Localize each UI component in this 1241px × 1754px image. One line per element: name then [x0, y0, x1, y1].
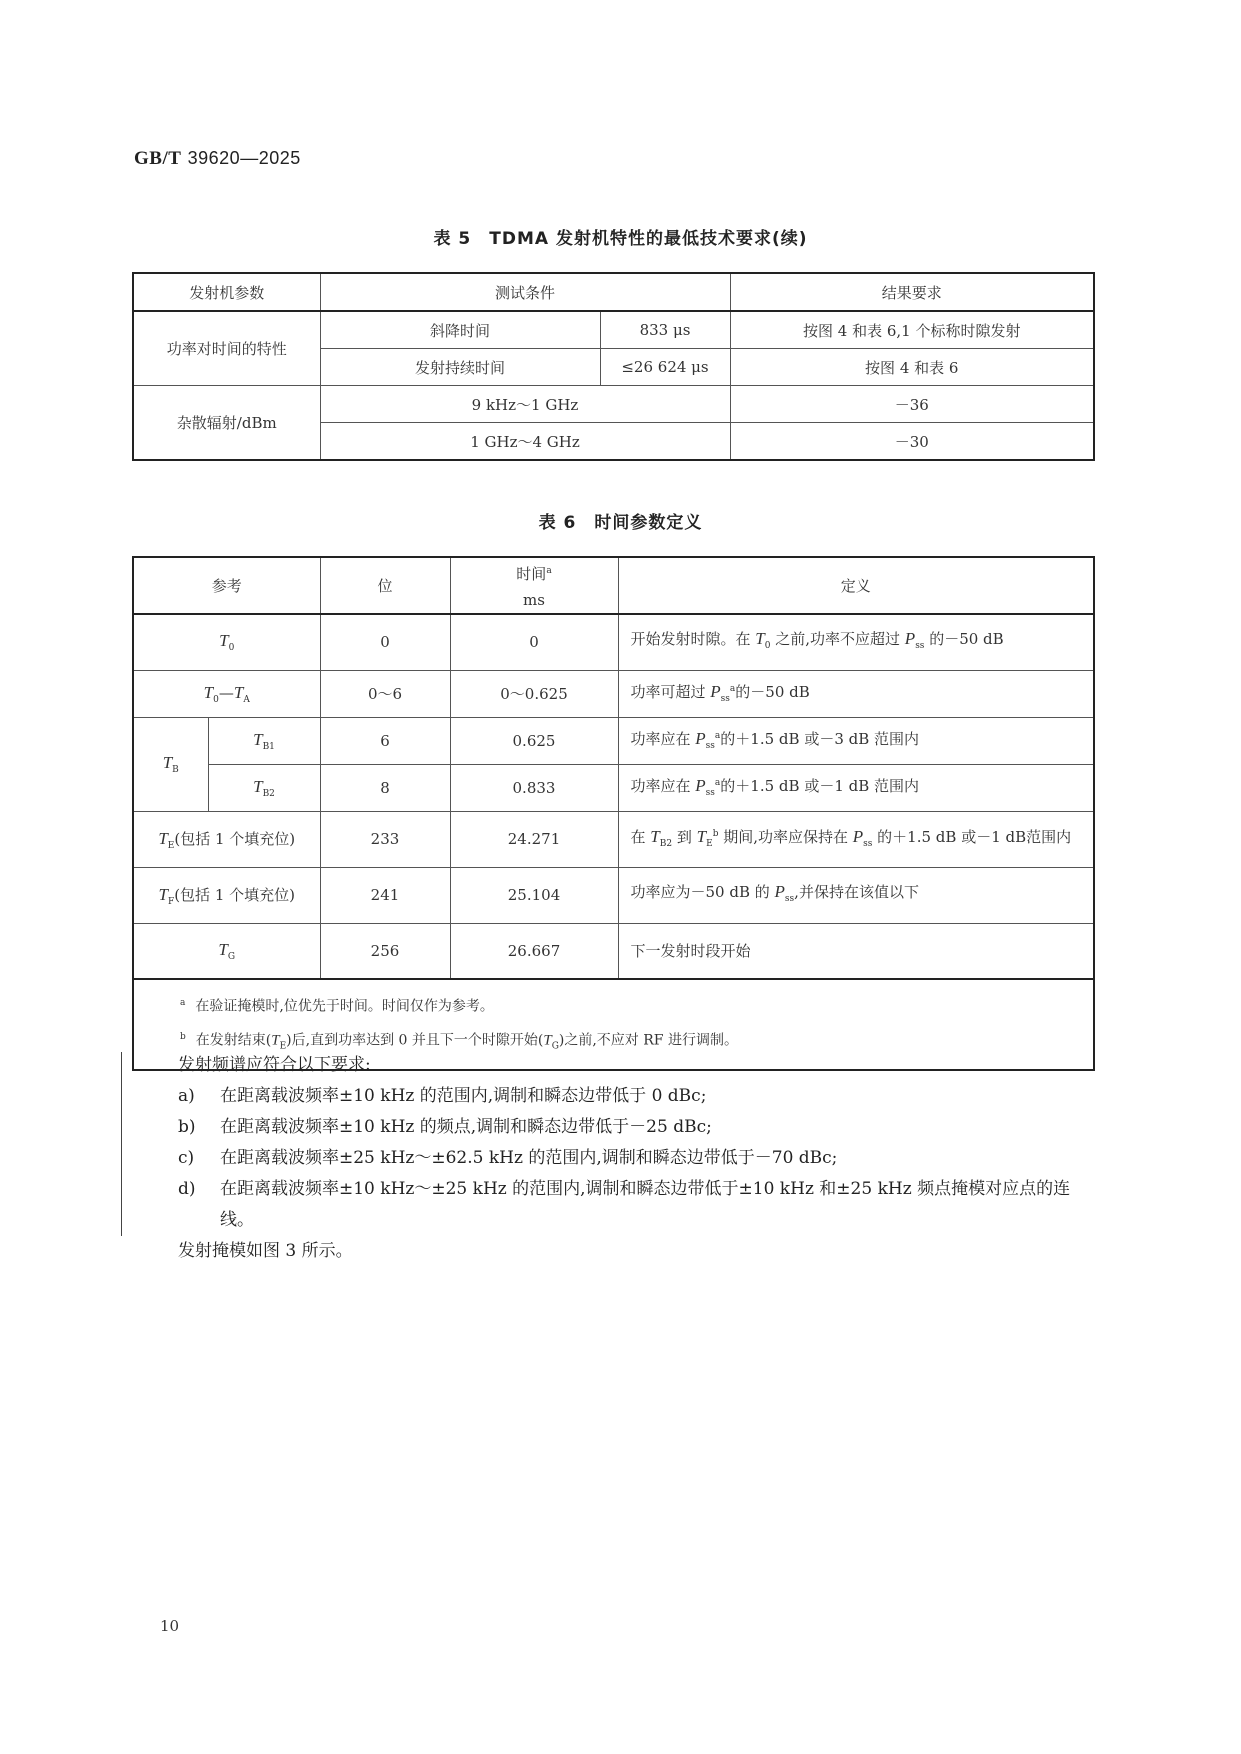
subscript: B2 — [659, 839, 673, 849]
subscript: B1 — [262, 741, 275, 752]
list-marker: b) — [178, 1117, 196, 1137]
symbol: T — [696, 827, 707, 846]
definition-cell — [618, 717, 1094, 764]
symbol: T — [543, 1032, 552, 1049]
result-cell: 按图 4 和表 6 — [730, 349, 1094, 386]
symbol: P — [904, 628, 916, 648]
time-cell: 26.667 — [450, 923, 618, 979]
definition-cell — [618, 670, 1094, 717]
bit-cell: 241 — [320, 867, 450, 923]
subscript: E — [706, 839, 713, 849]
symbol: T — [271, 1032, 280, 1049]
subscript: ss — [720, 693, 730, 704]
standard-number: 39620—2025 — [187, 148, 301, 168]
symbol: T — [755, 628, 765, 648]
time-cell: 25.104 — [450, 867, 618, 923]
time-unit: ms — [523, 591, 545, 609]
text: 期间,功率应保持在 — [718, 828, 853, 846]
footnote-ref: a — [714, 777, 721, 788]
bit-cell: 256 — [320, 923, 450, 979]
time-cell: 0.625 — [450, 717, 618, 764]
footnote-ref: a — [729, 683, 736, 694]
list-item — [178, 1081, 1098, 1112]
subscript: ss — [915, 640, 925, 651]
text: 的－50 dB — [735, 682, 810, 701]
time-cell: 0.833 — [450, 764, 618, 811]
spectrum-requirements — [178, 1050, 1098, 1267]
subscript: B — [172, 765, 179, 775]
symbol: P — [774, 881, 785, 901]
text: 的＋1.5 dB 或－1 dB范围内 — [872, 828, 1072, 846]
subscript: ss — [784, 893, 795, 904]
value-cell: ≤26 624 μs — [600, 349, 730, 386]
intro-paragraph: 发射频谱应符合以下要求: — [178, 1055, 371, 1075]
table6-caption: 表 6 时间参数定义 — [538, 513, 703, 533]
text: 功率可超过 — [630, 682, 711, 701]
subscript: E — [279, 1041, 287, 1052]
subscript: E — [167, 840, 175, 851]
condition-cell: 1 GHz～4 GHz — [320, 423, 730, 461]
footnote-ref: b — [712, 829, 719, 839]
table-row — [133, 717, 1094, 764]
text: 功率应在 — [630, 776, 696, 795]
footnote-mark: b — [180, 1031, 186, 1042]
value-cell: 833 μs — [600, 311, 730, 349]
footnote-text: 在验证掩模时,位优先于时间。时间仅作为参考。 — [195, 998, 494, 1015]
symbol: P — [852, 827, 864, 846]
footnote-mark: a — [180, 998, 186, 1008]
list-text: 在距离载波频率±10 kHz～±25 kHz 的范围内,调制和瞬态边带低于±10 kHz 和±25 kHz 频点掩模对应点的连线。 — [220, 1179, 1071, 1230]
definition-cell — [618, 764, 1094, 811]
list-text: 在距离载波频率±25 kHz～±62.5 kHz 的范围内,调制和瞬态边带低于－70 dBc; — [220, 1148, 838, 1168]
table-row — [133, 867, 1094, 923]
symbol: T — [162, 753, 173, 772]
text: (包括 1 个填充位) — [174, 885, 295, 904]
header-cell-time — [450, 557, 618, 614]
subscript: F — [167, 896, 175, 907]
header-cell-bit: 位 — [320, 557, 450, 614]
text: )之前,不应对 RF 进行调制。 — [558, 1032, 738, 1049]
header-cell: 发射机参数 — [133, 273, 320, 311]
subscript: ss — [705, 787, 715, 798]
table5-caption: 表 5 TDMA 发射机特性的最低技术要求(续) — [433, 229, 808, 249]
result-cell: －30 — [730, 423, 1094, 461]
ref-cell — [133, 811, 320, 867]
text: — — [218, 683, 234, 702]
time-cell: 0～0.625 — [450, 670, 618, 717]
bit-cell: 0 — [320, 614, 450, 670]
symbol: T — [253, 776, 263, 796]
definition-cell: 下一发射时段开始 — [618, 923, 1094, 979]
subscript: G — [551, 1041, 559, 1052]
ref-cell — [133, 614, 320, 670]
time-label: 时间 — [516, 565, 547, 583]
subscript: 0 — [764, 640, 771, 651]
definition-cell — [618, 614, 1094, 670]
symbol: T — [218, 939, 228, 959]
text: 之前,功率不应超过 — [770, 629, 905, 648]
symbol: T — [158, 884, 168, 904]
list-text: 在距离载波频率±10 kHz 的范围内,调制和瞬态边带低于 0 dBc; — [220, 1086, 707, 1106]
page-number: 10 — [160, 1617, 180, 1635]
header-cell: 测试条件 — [320, 273, 730, 311]
list-text: 在距离载波频率±10 kHz 的频点,调制和瞬态边带低于－25 dBc; — [220, 1117, 712, 1137]
symbol: T — [219, 631, 229, 651]
definition-cell — [618, 867, 1094, 923]
ref-cell — [133, 923, 320, 979]
symbol: P — [710, 681, 721, 701]
bit-cell: 6 — [320, 717, 450, 764]
footnote-ref: a — [546, 566, 552, 576]
table-row — [133, 386, 1094, 423]
symbol: T — [253, 729, 263, 749]
text: 在 — [630, 828, 651, 846]
text: 的＋1.5 dB 或－3 dB 范围内 — [720, 729, 920, 748]
subscript: 0 — [213, 694, 219, 705]
text: 到 — [672, 828, 697, 846]
bit-cell: 233 — [320, 811, 450, 867]
text: )后,直到功率达到 0 并且下一个时隙开始( — [286, 1032, 544, 1049]
list-item — [178, 1112, 1098, 1143]
footnote-ref: a — [714, 730, 721, 741]
change-bar — [121, 1052, 122, 1236]
header-cell-ref: 参考 — [133, 557, 320, 614]
standard-prefix: GB/T — [134, 148, 182, 169]
table-row — [133, 614, 1094, 670]
ref-cell — [133, 867, 320, 923]
ref-cell — [133, 670, 320, 717]
condition-cell: 发射持续时间 — [320, 349, 600, 386]
list-item — [178, 1143, 1098, 1174]
bit-cell: 8 — [320, 764, 450, 811]
table-header-row — [133, 557, 1094, 614]
time-cell: 0 — [450, 614, 618, 670]
table-row — [133, 670, 1094, 717]
subscript: A — [243, 694, 250, 705]
text: 的－50 dB — [924, 629, 1004, 648]
subscript: ss — [705, 740, 715, 751]
subscript: 0 — [228, 643, 235, 654]
ref-cell — [208, 764, 320, 811]
list-marker: d) — [178, 1179, 196, 1199]
text: ,并保持在该值以下 — [794, 882, 919, 901]
symbol: P — [695, 775, 706, 795]
bit-cell: 0～6 — [320, 670, 450, 717]
closing-paragraph: 发射掩模如图 3 所示。 — [178, 1241, 353, 1261]
symbol: T — [203, 682, 214, 702]
text: 的＋1.5 dB 或－1 dB 范围内 — [720, 776, 920, 795]
subscript: G — [227, 951, 236, 962]
table-row — [133, 311, 1094, 349]
param-cell: 杂散辐射/dBm — [133, 386, 320, 461]
list-marker: c) — [178, 1148, 195, 1168]
text: 开始发射时隙。在 — [630, 629, 756, 648]
table-row — [133, 923, 1094, 979]
table-row — [133, 764, 1094, 811]
text: 功率应在 — [630, 729, 696, 748]
text: (包括 1 个填充位) — [174, 829, 296, 848]
result-cell: －36 — [730, 386, 1094, 423]
symbol: T — [650, 827, 660, 846]
table5 — [132, 272, 1095, 461]
time-cell: 24.271 — [450, 811, 618, 867]
text: 在发射结束( — [195, 1032, 272, 1049]
symbol: T — [158, 828, 168, 848]
symbol: T — [233, 682, 244, 702]
param-cell: 功率对时间的特性 — [133, 311, 320, 386]
condition-cell: 9 kHz～1 GHz — [320, 386, 730, 423]
footnote-a — [180, 988, 1073, 1022]
list-marker: a) — [178, 1086, 195, 1106]
list-item — [178, 1174, 1098, 1236]
symbol: P — [695, 728, 706, 748]
ref-cell — [208, 717, 320, 764]
group-cell — [133, 717, 208, 811]
result-cell: 按图 4 和表 6,1 个标称时隙发射 — [730, 311, 1094, 349]
table6 — [132, 556, 1095, 1071]
subscript: ss — [863, 839, 873, 849]
standard-code — [134, 148, 301, 170]
text: 功率应为－50 dB 的 — [630, 882, 775, 901]
subscript: B2 — [262, 788, 275, 799]
table-header-row — [133, 273, 1094, 311]
condition-cell: 斜降时间 — [320, 311, 600, 349]
header-cell-definition: 定义 — [618, 557, 1094, 614]
table-row — [133, 811, 1094, 867]
header-cell: 结果要求 — [730, 273, 1094, 311]
definition-cell — [618, 811, 1094, 867]
